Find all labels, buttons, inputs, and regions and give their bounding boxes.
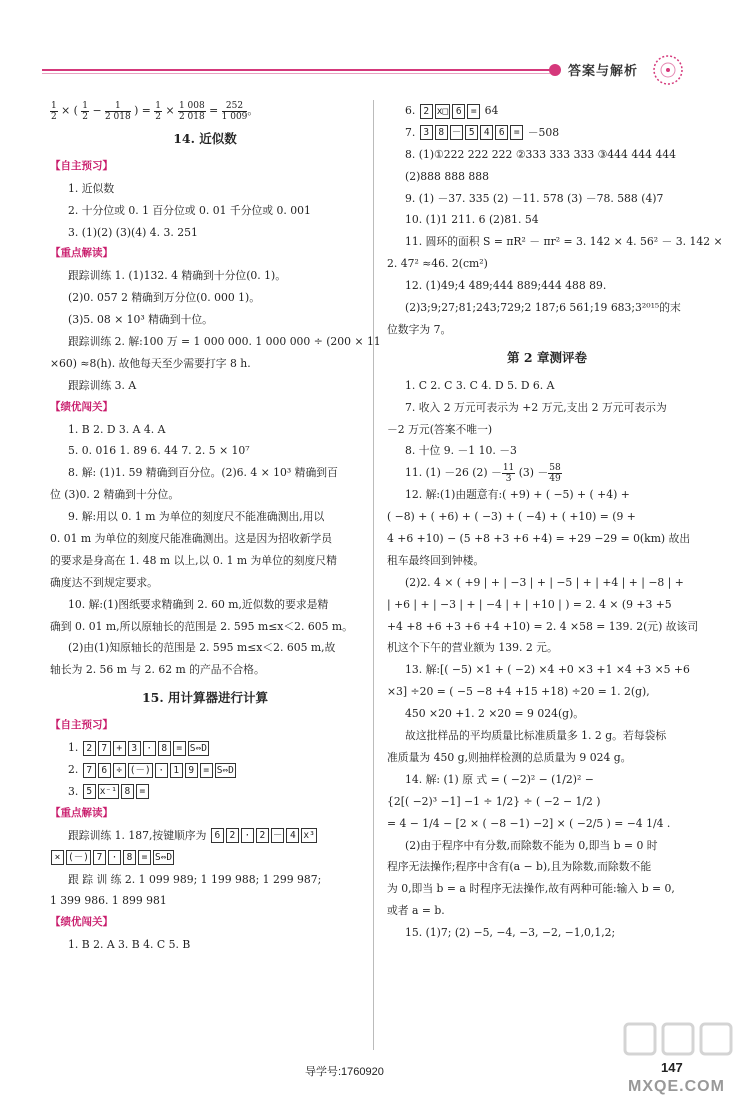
calculator-key: + — [113, 741, 126, 756]
answer-line: ×60) ≈8(h). 故他每天至少需要打字 8 h. — [50, 356, 251, 370]
fraction: $\frac{252}{1 009}$ — [221, 100, 248, 122]
answer-line: 3. (1)(2) (3)(4) 4. 3. 251 — [68, 225, 198, 239]
key-sequence — [82, 763, 237, 776]
answer-line: ×3] ÷20 = ( −5 −8 +4 +15 +18) ÷20 = 1. 2(g), — [387, 685, 650, 699]
answer-line: 11. (1) －26 (2) － $\frac{11}{3}$ (3) － $\frac{58}{49}$ — [405, 462, 561, 484]
answer-line: 2. 十分位或 0. 1 百分位或 0. 01 千分位或 0. 001 — [68, 203, 311, 217]
calculator-key: 8 — [123, 850, 136, 865]
answer-line: 的要求是身高在 1. 48 m 以上,以 0. 1 m 为单位的刻度尺精 — [50, 553, 337, 567]
calculator-key: 5 — [465, 125, 478, 140]
calculator-key: x³ — [303, 830, 315, 842]
key-sequence-line: 1. 2 7 + 3 · 8 = S⇔D — [50, 737, 360, 759]
answer-line: 故这批样品的平均质量比标准质量多 1. 2 g。若每袋标 — [405, 729, 667, 743]
key-sequence-line: 7. 3 8 － 5 4 6 = －508 — [405, 125, 560, 139]
calculator-key: · — [155, 763, 168, 778]
fraction: $\frac{58}{49}$ — [549, 462, 561, 484]
answer-line: 11. 圆环的面积 S = πR² － πr² = 3. 142 × 4. 56² － 3. 142 × — [405, 235, 723, 249]
calculator-key: 4 — [480, 125, 493, 140]
key-sequence — [82, 741, 210, 754]
answer-line: 12. 解:(1)由题意有:( +9) + ( −5) + ( +4) + — [405, 488, 630, 502]
calculator-key: × — [51, 850, 64, 865]
key-sequence-line: 3. 5 x⁻¹ 8 = — [50, 781, 360, 803]
calculator-key: S⇔D — [216, 764, 234, 776]
answer-line: (2)888 888 888 — [405, 169, 489, 183]
answer-line: 位 (3)0. 2 精确到十分位。 — [50, 488, 180, 502]
calculator-key: 2 — [226, 828, 239, 843]
calculator-key: = — [173, 741, 186, 756]
section-tag: 【绩优闯关】 — [50, 400, 113, 413]
answer-line: 450 ×20 +1. 2 ×20 = 9 024(g)。 — [405, 707, 585, 721]
answer-line: (2)由于程序中有分数,而除数不能为 0,即当 b = 0 时 — [405, 838, 658, 852]
answer-line: +4 +8 +6 +3 +6 +4 +10) = 2. 4 ×58 = 139. 2(元) 故该司 — [387, 619, 699, 633]
calculator-key: S⇔D — [154, 852, 173, 864]
answer-line: 程序无法操作;程序中含有(a − b),且为除数,而除数不能 — [387, 860, 652, 874]
calculator-key: · — [108, 850, 121, 865]
calculator-key: 3 — [420, 125, 433, 140]
key-sequence — [210, 829, 318, 842]
answer-line: 10. (1)1 211. 6 (2)81. 54 — [405, 213, 539, 227]
section-title: 14. 近似数 — [173, 130, 237, 146]
calculator-key: 4 — [286, 828, 299, 843]
calculator-key: 5 — [83, 784, 96, 799]
answer-line: 确度达不到规定要求。 — [50, 575, 158, 589]
calculator-key: 7 — [83, 763, 96, 778]
answer-line: 1. C 2. C 3. C 4. D 5. D 6. A — [405, 378, 555, 392]
answer-line: 1 399 986. 1 899 981 — [50, 894, 167, 908]
answer-line: 9. 解:用以 0. 1 m 为单位的刻度尺不能准确测出,用以 — [68, 510, 325, 524]
answer-line: 10. 解:(1)图纸要求精确到 2. 60 m,近似数的要求是精 — [68, 597, 329, 611]
header-title: 答案与解析 — [568, 64, 639, 79]
key-sequence — [419, 126, 525, 139]
section-tag: 【自主预习】 — [50, 159, 113, 172]
fraction: $\frac{1}{2}$ — [51, 100, 57, 122]
answer-line: 8. 十位 9. －1 10. －3 — [405, 444, 517, 458]
calculator-key: 2 — [256, 828, 269, 843]
answer-line: = 4 − 1/4 − [2 × ( −8 −1) −2] × ( −2/5 ) = −4 1/4 . — [387, 816, 671, 830]
calculator-key: = — [136, 784, 149, 799]
calculator-key: · — [241, 828, 254, 843]
calculator-key: x□ — [436, 105, 449, 117]
answer-line: 跟踪训练 2. 解:100 万 = 1 000 000. 1 000 000 ÷ (200 × 11 — [68, 335, 381, 349]
calculator-key: 7 — [98, 741, 111, 756]
fraction: $\frac{11}{3}$ — [502, 462, 515, 484]
fraction: $\frac{1}{2}$ — [155, 100, 162, 122]
key-sequence-line — [50, 847, 360, 869]
calculator-key: 2 — [420, 104, 433, 119]
answer-line: －2 万元(答案不唯一) — [387, 422, 493, 436]
answer-line: 跟踪训练 3. A — [68, 378, 137, 392]
answer-line: (2)3;9;27;81;243;729;2 187;6 561;19 683;3²⁰¹⁵的末 — [405, 301, 681, 315]
calculator-key: 8 — [158, 741, 171, 756]
key-sequence-line: 2. 7 6 ÷ (－) · 1 9 = S⇔D — [50, 759, 360, 781]
answer-line: 1. B 2. D 3. A 4. A — [68, 422, 166, 436]
answer-line: {2[( −2)³ −1] −1 ÷ 1/2} ÷ ( −2 − 1/2 ) — [387, 794, 601, 808]
calculator-key: 1 — [170, 763, 183, 778]
calculator-key: 2 — [83, 741, 96, 756]
section-tag: 【重点解读】 — [50, 247, 113, 260]
answer-line: 15. (1)7; (2) −5, −4, −3, −2, −1,0,1,2; — [405, 926, 616, 940]
fraction: $\frac{1 008}{2 018}$ — [178, 100, 205, 122]
key-sequence — [50, 851, 175, 864]
calculator-key: 6 — [211, 828, 224, 843]
column-divider — [373, 100, 374, 1050]
calculator-key: (－) — [68, 852, 89, 864]
answer-line: 5. 0. 016 1. 89 6. 44 7. 2. 5 × 10⁷ — [68, 444, 250, 458]
answer-line: 准质量为 450 g,则抽样检测的总质量为 9 024 g。 — [387, 750, 632, 764]
key-sequence-line: 6. 2 x□ 6 = 64 — [405, 104, 499, 117]
answer-line: 0. 01 m 为单位的刻度尺能准确测出。这是因为招收新学员 — [50, 532, 333, 546]
calculator-key: (－) — [129, 764, 151, 776]
fraction: $\frac{1}{2}$ — [82, 100, 89, 122]
calculator-key: · — [143, 741, 156, 756]
footer-code: 导学号:1760920 — [305, 1066, 384, 1078]
calculator-key: 9 — [185, 763, 198, 778]
calculator-key: 8 — [121, 784, 134, 799]
answer-line: 或者 a = b. — [387, 904, 445, 918]
calculator-key: = — [467, 104, 480, 119]
answer-line: 租车最终回到钟楼。 — [387, 553, 485, 567]
calculator-key: 8 — [435, 125, 448, 140]
answer-line: 为 0,即当 b = a 时程序无法操作,故有两种可能:输入 b = 0, — [387, 882, 675, 896]
header-ornament-icon — [648, 50, 688, 90]
answer-line: | +6 | + | −3 | + | −4 | + | +10 | ) = 2. 4 × (9 +3 +5 — [387, 597, 672, 611]
left-column — [50, 100, 381, 956]
answer-line: ( −8) + ( +6) + ( −3) + ( −4) + ( +10) = (9 + — [387, 510, 636, 524]
answer-line: 1. B 2. A 3. B 4. C 5. B — [68, 938, 191, 952]
calculator-key: 3 — [128, 741, 141, 756]
answer-line: 位数字为 7。 — [387, 322, 452, 336]
section-title: 15. 用计算器进行计算 — [141, 690, 269, 706]
calculator-key: = — [510, 125, 523, 140]
answer-line: 确到 0. 01 m,所以原轴长的范围是 2. 595 m≤x＜2. 605 m。 — [50, 619, 353, 633]
answer-line: (2)0. 057 2 精确到万分位(0. 000 1)。 — [68, 291, 261, 305]
calculator-key: － — [272, 830, 283, 842]
answer-line: (2)2. 4 × ( +9 | + | −3 | + | −5 | + | +4 | + | −8 | + — [405, 575, 684, 589]
answer-line: 8. (1)①222 222 222 ②333 333 333 ③444 444 444 — [405, 147, 676, 161]
calculator-key: 7 — [93, 850, 106, 865]
answer-line: 4 +6 +10) − (5 +8 +3 +6 +4) = +29 −29 = 0(km) 故出 — [387, 532, 691, 546]
answer-line: 12. (1)49;4 489;444 889;444 488 89. — [405, 279, 607, 293]
calculator-key: 6 — [98, 763, 111, 778]
answer-line: 7. 收入 2 万元可表示为 +2 万元,支出 2 万元可表示为 — [405, 400, 667, 414]
answer-line: 8. 解: (1)1. 59 精确到百分位。(2)6. 4 × 10³ 精确到百 — [68, 466, 338, 480]
key-sequence — [82, 785, 150, 798]
answer-line: 跟踪训练 1. 187,按键顺序为 6 2 · 2 － 4 x³ — [50, 825, 360, 847]
section-tag: 【重点解读】 — [50, 806, 113, 819]
calculator-key: x⁻¹ — [99, 786, 117, 798]
answer-line: 轴长为 2. 56 m 与 2. 62 m 的产品不合格。 — [50, 663, 265, 677]
calculator-key: － — [451, 127, 462, 139]
section-tag: 【绩优闯关】 — [50, 916, 113, 929]
answer-line: 13. 解:[( −5) ×1 + ( −2) ×4 +0 ×3 +1 ×4 +3 ×5 +6 — [405, 663, 690, 677]
right-column — [387, 100, 723, 944]
answer-line: (3)5. 08 × 10³ 精确到十位。 — [68, 313, 213, 327]
section-tag: 【自主预习】 — [50, 719, 113, 732]
watermark-text: MXQE.COM — [628, 1078, 725, 1095]
header-rule — [42, 69, 550, 71]
answer-line: (2)由(1)知原轴长的范围是 2. 595 m≤x＜2. 605 m,故 — [68, 641, 336, 655]
answer-line: 跟踪训练 1. (1)132. 4 精确到十分位(0. 1)。 — [68, 269, 287, 283]
answer-line: 2. 47² ≈46. 2(cm²) — [387, 257, 488, 271]
answer-line: 1. 近似数 — [68, 181, 115, 195]
fraction: $\frac{1}{2 018}$ — [104, 100, 131, 122]
page-number: 147 — [661, 1060, 683, 1075]
header-dot-icon — [549, 64, 561, 76]
calculator-key: 6 — [495, 125, 508, 140]
calculator-key: ÷ — [113, 763, 126, 778]
answer-line: 9. (1) －37. 335 (2) －11. 578 (3) －78. 588 (4)7 — [405, 191, 664, 205]
calculator-key: 6 — [452, 104, 465, 119]
calculator-key: S⇔D — [189, 742, 207, 754]
key-sequence — [419, 104, 481, 117]
calculator-key: = — [200, 763, 213, 778]
header-rule-thin — [42, 73, 550, 74]
answer-line: 机这个下午的营业额为 139. 2 元。 — [387, 641, 558, 655]
answer-line: 跟 踪 训 练 2. 1 099 989; 1 199 988; 1 299 987; — [68, 872, 322, 886]
top-formula: $\frac{1}{2}$ × ( $\frac{1}{2}$ − $\frac{1}{2 018}$ ) = $\frac{1}{2}$ × $\frac{1 008}{2 018}$ = $\frac{252}{1 009}$ 。 — [51, 100, 259, 122]
answer-line: 14. 解: (1) 原 式 = ( −2)² − (1/2)² − — [405, 772, 594, 786]
calculator-key: = — [138, 850, 151, 865]
section-title: 第 2 章测评卷 — [507, 349, 587, 365]
